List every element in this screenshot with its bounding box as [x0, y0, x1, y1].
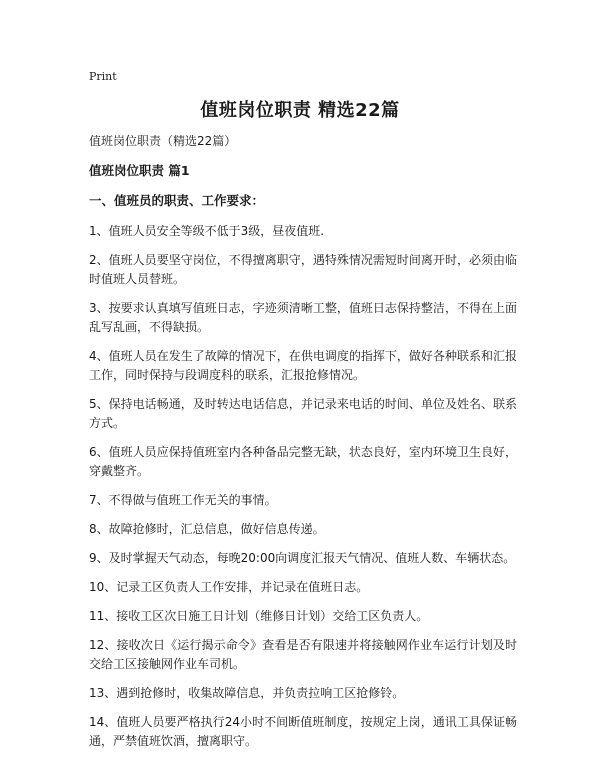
list-item: 4、值班人员在发生了故障的情况下，在供电调度的指挥下，做好各种联系和汇报工作，同时保持与段调度科的联系，汇报抢修情况。	[89, 349, 517, 382]
page-title: 值班岗位职责 精选22篇	[200, 100, 400, 121]
list-item: 6、值班人员应保持值班室内各种备品完整无缺，状态良好，室内环境卫生良好，穿戴整齐。	[89, 445, 517, 478]
article-heading: 值班岗位职责 篇1	[89, 163, 190, 178]
list-item: 11、接收工区次日施工日计划（维修日计划）交给工区负责人。	[89, 609, 429, 623]
list-item: 5、保持电话畅通，及时转达电话信息，并记录来电话的时间、单位及姓名、联系方式。	[89, 397, 517, 430]
print-link[interactable]: Print	[89, 70, 117, 83]
list-item: 7、不得做与值班工作无关的事情。	[89, 493, 277, 507]
document-subtitle: 值班岗位职责（精选22篇）	[89, 134, 237, 148]
document-body	[89, 132, 517, 761]
list-item: 8、故障抢修时，汇总信息，做好信息传递。	[89, 522, 325, 536]
list-item: 12、接收次日《运行揭示命令》查看是否有限速并将接触网作业车运行计划及时交给工区接触网作业车司机。	[89, 638, 517, 671]
list-item: 10、记录工区负责人工作安排，并记录在值班日志。	[89, 580, 369, 594]
list-item: 14、值班人员要严格执行24小时不间断值班制度，按规定上岗，通讯工具保证畅通，严禁值班饮酒，擅离职守。	[89, 715, 517, 748]
list-item: 3、按要求认真填写值班日志，字迹须清晰工整，值班日志保持整洁，不得在上面乱写乱画，不得缺损。	[89, 301, 517, 334]
list-item: 1、值班人员安全等级不低于3级，昼夜值班.	[89, 224, 325, 238]
list-item: 2、值班人员要坚守岗位，不得擅离职守，遇特殊情况需短时间离开时，必须由临时值班人员替班。	[89, 253, 517, 286]
section-heading: 一、值班员的职责、工作要求：	[89, 193, 265, 208]
list-item: 13、遇到抢修时，收集故障信息，并负责拉响工区抢修铃。	[89, 686, 405, 700]
list-item: 9、及时掌握天气动态，每晚20:00向调度汇报天气情况、值班人数、车辆状态。	[89, 551, 516, 565]
